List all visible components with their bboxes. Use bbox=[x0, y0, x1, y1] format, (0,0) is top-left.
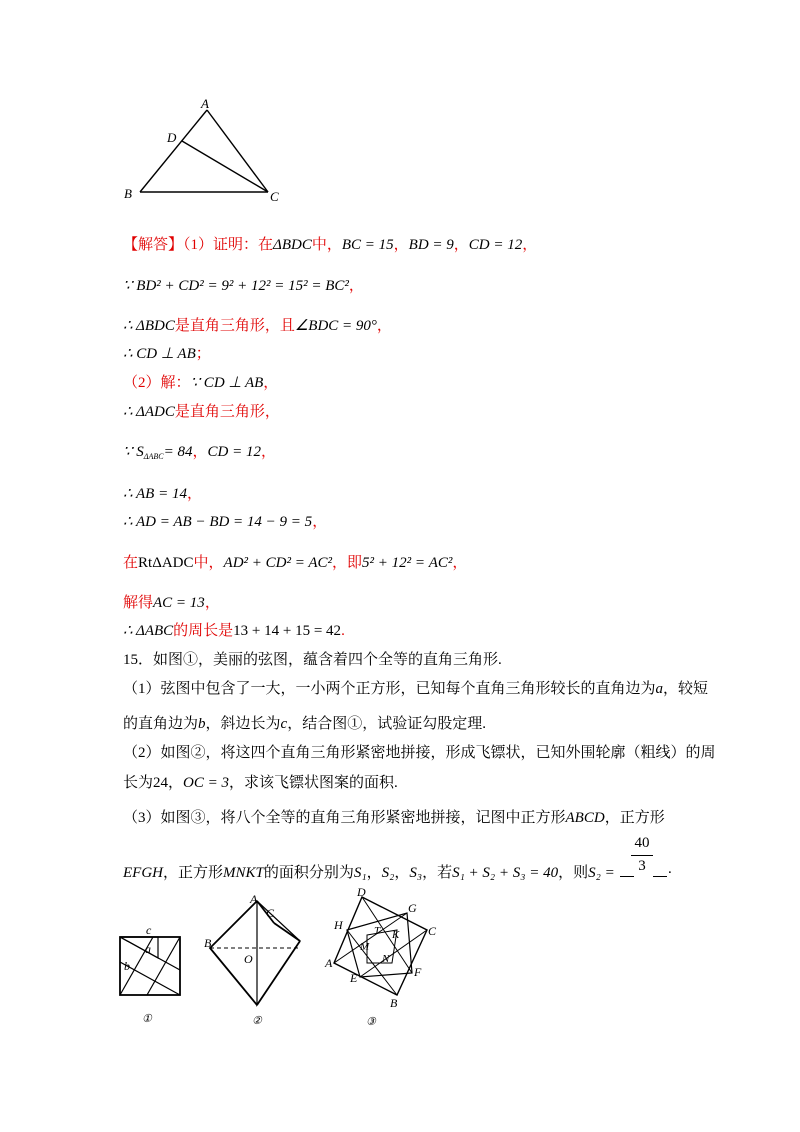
figure-2-dart-diagram bbox=[200, 893, 310, 1033]
fig3-label-m: M bbox=[360, 941, 370, 953]
figure-1-string-diagram bbox=[110, 920, 190, 1030]
fig1-label-a: a bbox=[145, 942, 151, 956]
problem-part3-line2: EFGH，正方形MNKT的面积分别为S₁，S₂，S₃，若S₁ + S₂ + S₃ = 40，则S₂ = bbox=[123, 865, 615, 881]
label-c: C bbox=[270, 189, 279, 204]
problem-title: 15．如图①，美丽的弦图，蕴含着四个全等的直角三角形. bbox=[123, 652, 502, 668]
fig1-caption: ① bbox=[142, 1013, 152, 1025]
solution-line-10: 在RtΔADC中，AD² + CD² = AC²，即5² + 12² = AC²， bbox=[123, 555, 468, 571]
fig2-label-b: B bbox=[204, 936, 212, 950]
fig3-label-e: E bbox=[350, 971, 358, 985]
solution-line-3: ∴ ΔBDC是直角三角形，且∠BDC = 90°， bbox=[123, 318, 392, 334]
label-b: B bbox=[124, 186, 132, 201]
solution-line-11: 解得AC = 13， bbox=[123, 595, 220, 611]
fig1-label-c: c bbox=[146, 923, 152, 937]
fig3-caption: ③ bbox=[366, 1016, 376, 1028]
label-d: D bbox=[167, 130, 177, 145]
fig3-label-b: B bbox=[390, 996, 398, 1010]
solution-line-7: ∵ $S_{\Delta ABC}= 84$，CD = 12， bbox=[123, 444, 276, 461]
answer-blank-right bbox=[653, 876, 667, 877]
problem-part1-line1: （1）弦图中包含了一大，一小两个正方形，已知每个直角三角形较长的直角边为a，较短 bbox=[123, 681, 709, 697]
fig3-label-h: H bbox=[334, 918, 343, 932]
fig2-label-o: O bbox=[244, 952, 253, 966]
answer-numerator: 40 bbox=[634, 835, 650, 851]
fig1-label-b: b bbox=[124, 959, 130, 973]
solution-line-5: （2）解：∵ CD ⊥ AB， bbox=[123, 375, 279, 391]
fig3-label-d: D bbox=[357, 885, 366, 899]
fig3-label-c: C bbox=[428, 924, 437, 938]
problem-part2-line1: （2）如图②，将这四个直角三角形紧密地拼接，形成飞镖状，已知外围轮廓（粗线）的周 bbox=[123, 745, 716, 761]
figure-3-nested-squares bbox=[322, 885, 447, 1030]
problem-part2-line2: 长为24，OC = 3，求该飞镖状图案的面积. bbox=[123, 775, 398, 791]
fig2-label-c: C bbox=[266, 906, 275, 920]
fig2-label-a: A bbox=[250, 893, 258, 906]
fig2-caption: ② bbox=[252, 1015, 262, 1027]
solution-line-8: ∴ AB = 14， bbox=[123, 486, 202, 502]
answer-blank-left bbox=[620, 876, 634, 877]
problem-part1-line2: 的直角边为b，斜边长为c，结合图①，试验证勾股定理. bbox=[123, 716, 486, 732]
fig3-label-k: K bbox=[392, 929, 400, 941]
answer-period: . bbox=[668, 861, 672, 877]
problem-part3-line1: （3）如图③，将八个全等的直角三角形紧密地拼接，记图中正方形ABCD，正方形 bbox=[123, 810, 665, 826]
fig3-label-a: A bbox=[325, 956, 333, 970]
solution-line-9: ∴ AD = AB − BD = 14 − 9 = 5， bbox=[123, 514, 328, 530]
answer-denominator: 3 bbox=[638, 858, 646, 874]
fig3-label-t: T bbox=[374, 925, 381, 937]
solution-line-12: ∴ ΔABC的周长是13 + 14 + 15 = 42. bbox=[123, 623, 345, 639]
fig3-label-g: G bbox=[408, 901, 417, 915]
triangle-figure bbox=[110, 95, 300, 205]
solution-line-6: ∴ ΔADC是直角三角形， bbox=[123, 404, 280, 420]
fig3-label-f: F bbox=[414, 965, 422, 979]
solution-line-4: ∴ CD ⊥ AB； bbox=[123, 346, 211, 362]
solution-line-2: ∵ BD² + CD² = 9² + 12² = 15² = BC²， bbox=[123, 278, 364, 294]
solution-line-1: 【解答】（1）证明：在ΔBDC中，BC = 15，BD = 9，CD = 12， bbox=[123, 237, 538, 253]
answer-fraction-bar bbox=[631, 855, 653, 856]
fig3-label-n: N bbox=[382, 953, 390, 965]
label-a: A bbox=[201, 96, 209, 111]
